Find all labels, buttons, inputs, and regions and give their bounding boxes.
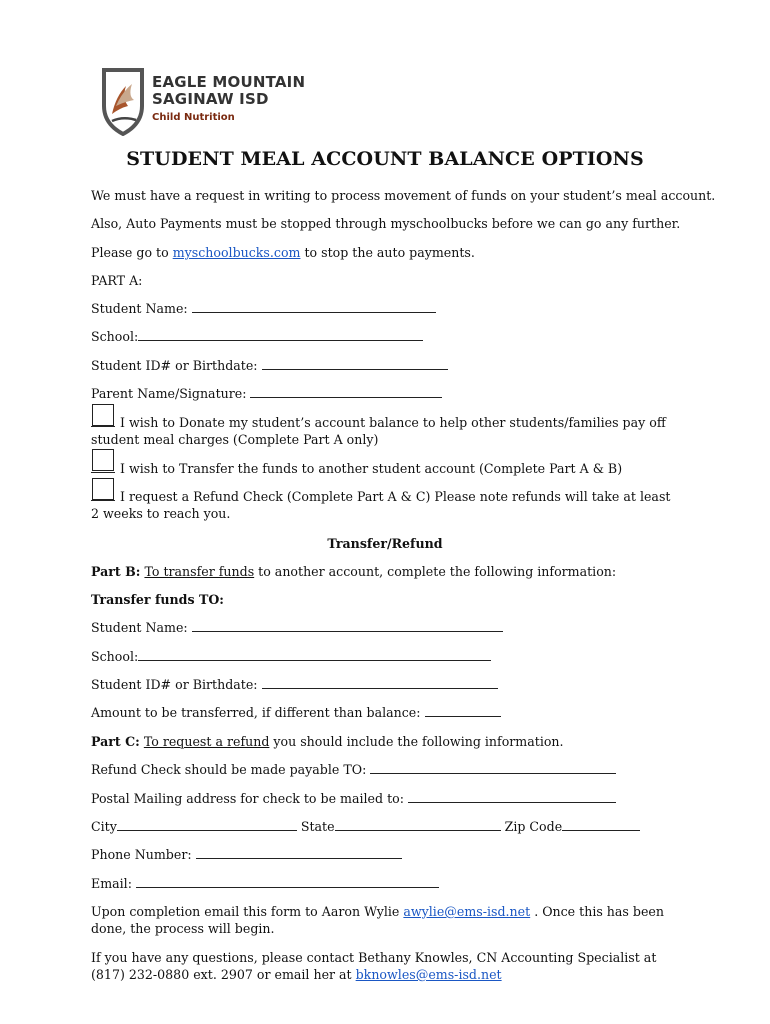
part-c-underlined: To request a refund — [143, 734, 270, 749]
part-c-label: Part C: — [91, 734, 140, 749]
part-a-student-name-row — [91, 300, 436, 317]
payable-label: Refund Check should be made payable TO: — [91, 762, 371, 777]
transfer-to-heading: Transfer funds TO: — [91, 592, 224, 607]
transfer-refund-heading: Transfer/Refund — [327, 536, 443, 551]
part-b-intro — [91, 563, 616, 580]
part-b-label: Part B: — [91, 564, 141, 579]
phone-row — [91, 846, 402, 863]
logo-subtitle: Child Nutrition — [152, 112, 235, 123]
transfer-checkbox-underline — [91, 472, 115, 473]
city-state-zip-row — [91, 818, 640, 835]
logo-text — [152, 74, 305, 126]
part-a-student-name-field[interactable] — [192, 300, 436, 313]
mailing-field[interactable] — [408, 790, 616, 803]
intro-p3-prefix: Please go to — [91, 245, 173, 260]
payable-row — [91, 761, 616, 778]
part-a-parent-field[interactable] — [250, 385, 442, 398]
completion-suffix: . Once this has been done, the process will begin. — [91, 904, 664, 936]
intro-paragraph-2: Also, Auto Payments must be stopped through myschoolbucks before we can go any further. — [91, 216, 681, 231]
page-title: STUDENT MEAL ACCOUNT BALANCE OPTIONS — [126, 148, 644, 170]
part-a-school-field[interactable] — [138, 328, 423, 341]
part-b-school-field[interactable] — [138, 648, 491, 661]
donate-option-text: I wish to Donate my student’s account balance to help other students/families pay off student meal charges (Complete Part A only) — [91, 415, 666, 447]
phone-label: Phone Number: — [91, 847, 196, 862]
zip-label: Zip Code — [500, 819, 563, 834]
completion-paragraph — [91, 903, 676, 937]
part-b-student-id-label: Student ID# or Birthdate: — [91, 677, 262, 692]
state-field[interactable] — [335, 818, 501, 831]
district-logo — [98, 66, 328, 136]
transfer-option-text: I wish to Transfer the funds to another student account (Complete Part A & B) — [120, 461, 623, 476]
city-label: City — [91, 819, 117, 834]
part-b-student-id-row — [91, 676, 498, 693]
bknowles-email-link[interactable]: bknowles@ems-isd.net — [355, 967, 502, 982]
part-b-school-label: School: — [91, 649, 139, 664]
transfer-checkbox[interactable] — [92, 449, 114, 471]
part-b-underlined: To transfer funds — [144, 564, 255, 579]
city-field[interactable] — [117, 818, 297, 831]
part-a-parent-label: Parent Name/Signature: — [91, 386, 251, 401]
payable-field[interactable] — [370, 761, 616, 774]
part-a-school-label: School: — [91, 329, 139, 344]
part-a-parent-row — [91, 385, 442, 402]
part-a-heading: PART A: — [91, 273, 143, 288]
phone-field[interactable] — [196, 846, 402, 859]
refund-option-text: I request a Refund Check (Complete Part A & C) Please note refunds will take at least 2 weeks to reach you. — [91, 489, 671, 521]
part-b-amount-row — [91, 704, 501, 721]
email-label: Email: — [91, 876, 136, 891]
completion-prefix: Upon completion email this form to Aaron Wylie — [91, 904, 404, 919]
part-b-suffix: to another account, complete the following information: — [254, 564, 617, 579]
part-a-student-id-label: Student ID# or Birthdate: — [91, 358, 262, 373]
mailing-label: Postal Mailing address for check to be mailed to: — [91, 791, 408, 806]
logo-line-1: EAGLE MOUNTAIN — [152, 73, 306, 91]
intro-paragraph-3 — [91, 244, 475, 261]
zip-field[interactable] — [562, 818, 640, 831]
logo-line-2: SAGINAW ISD — [152, 90, 269, 108]
questions-text: If you have any questions, please contact Bethany Knowles, CN Accounting Specialist at (817) 232-0880 ext. 2907 or email her at — [91, 950, 657, 982]
intro-paragraph-1: We must have a request in writing to process movement of funds on your student’s meal account. — [91, 188, 716, 203]
mailing-row — [91, 790, 616, 807]
part-a-student-id-row — [91, 357, 448, 374]
part-b-student-name-field[interactable] — [192, 619, 503, 632]
part-a-school-row — [91, 328, 423, 345]
awylie-email-link[interactable]: awylie@ems-isd.net — [403, 904, 531, 919]
email-row — [91, 875, 439, 892]
part-b-student-name-row — [91, 619, 503, 636]
state-label: State — [296, 819, 335, 834]
questions-paragraph — [91, 949, 676, 983]
myschoolbucks-link[interactable]: myschoolbucks.com — [172, 245, 301, 260]
email-field[interactable] — [136, 875, 439, 888]
eagle-shield-icon — [98, 66, 148, 136]
part-b-school-row — [91, 648, 491, 665]
part-c-suffix: you should include the following information. — [269, 734, 564, 749]
part-a-student-id-field[interactable] — [262, 357, 448, 370]
part-c-intro — [91, 733, 564, 750]
intro-p3-suffix: to stop the auto payments. — [300, 245, 475, 260]
part-a-student-name-label: Student Name: — [91, 301, 192, 316]
part-b-student-id-field[interactable] — [262, 676, 498, 689]
part-b-amount-label: Amount to be transferred, if different than balance: — [91, 705, 425, 720]
part-b-amount-field[interactable] — [425, 704, 501, 717]
part-b-student-name-label: Student Name: — [91, 620, 192, 635]
